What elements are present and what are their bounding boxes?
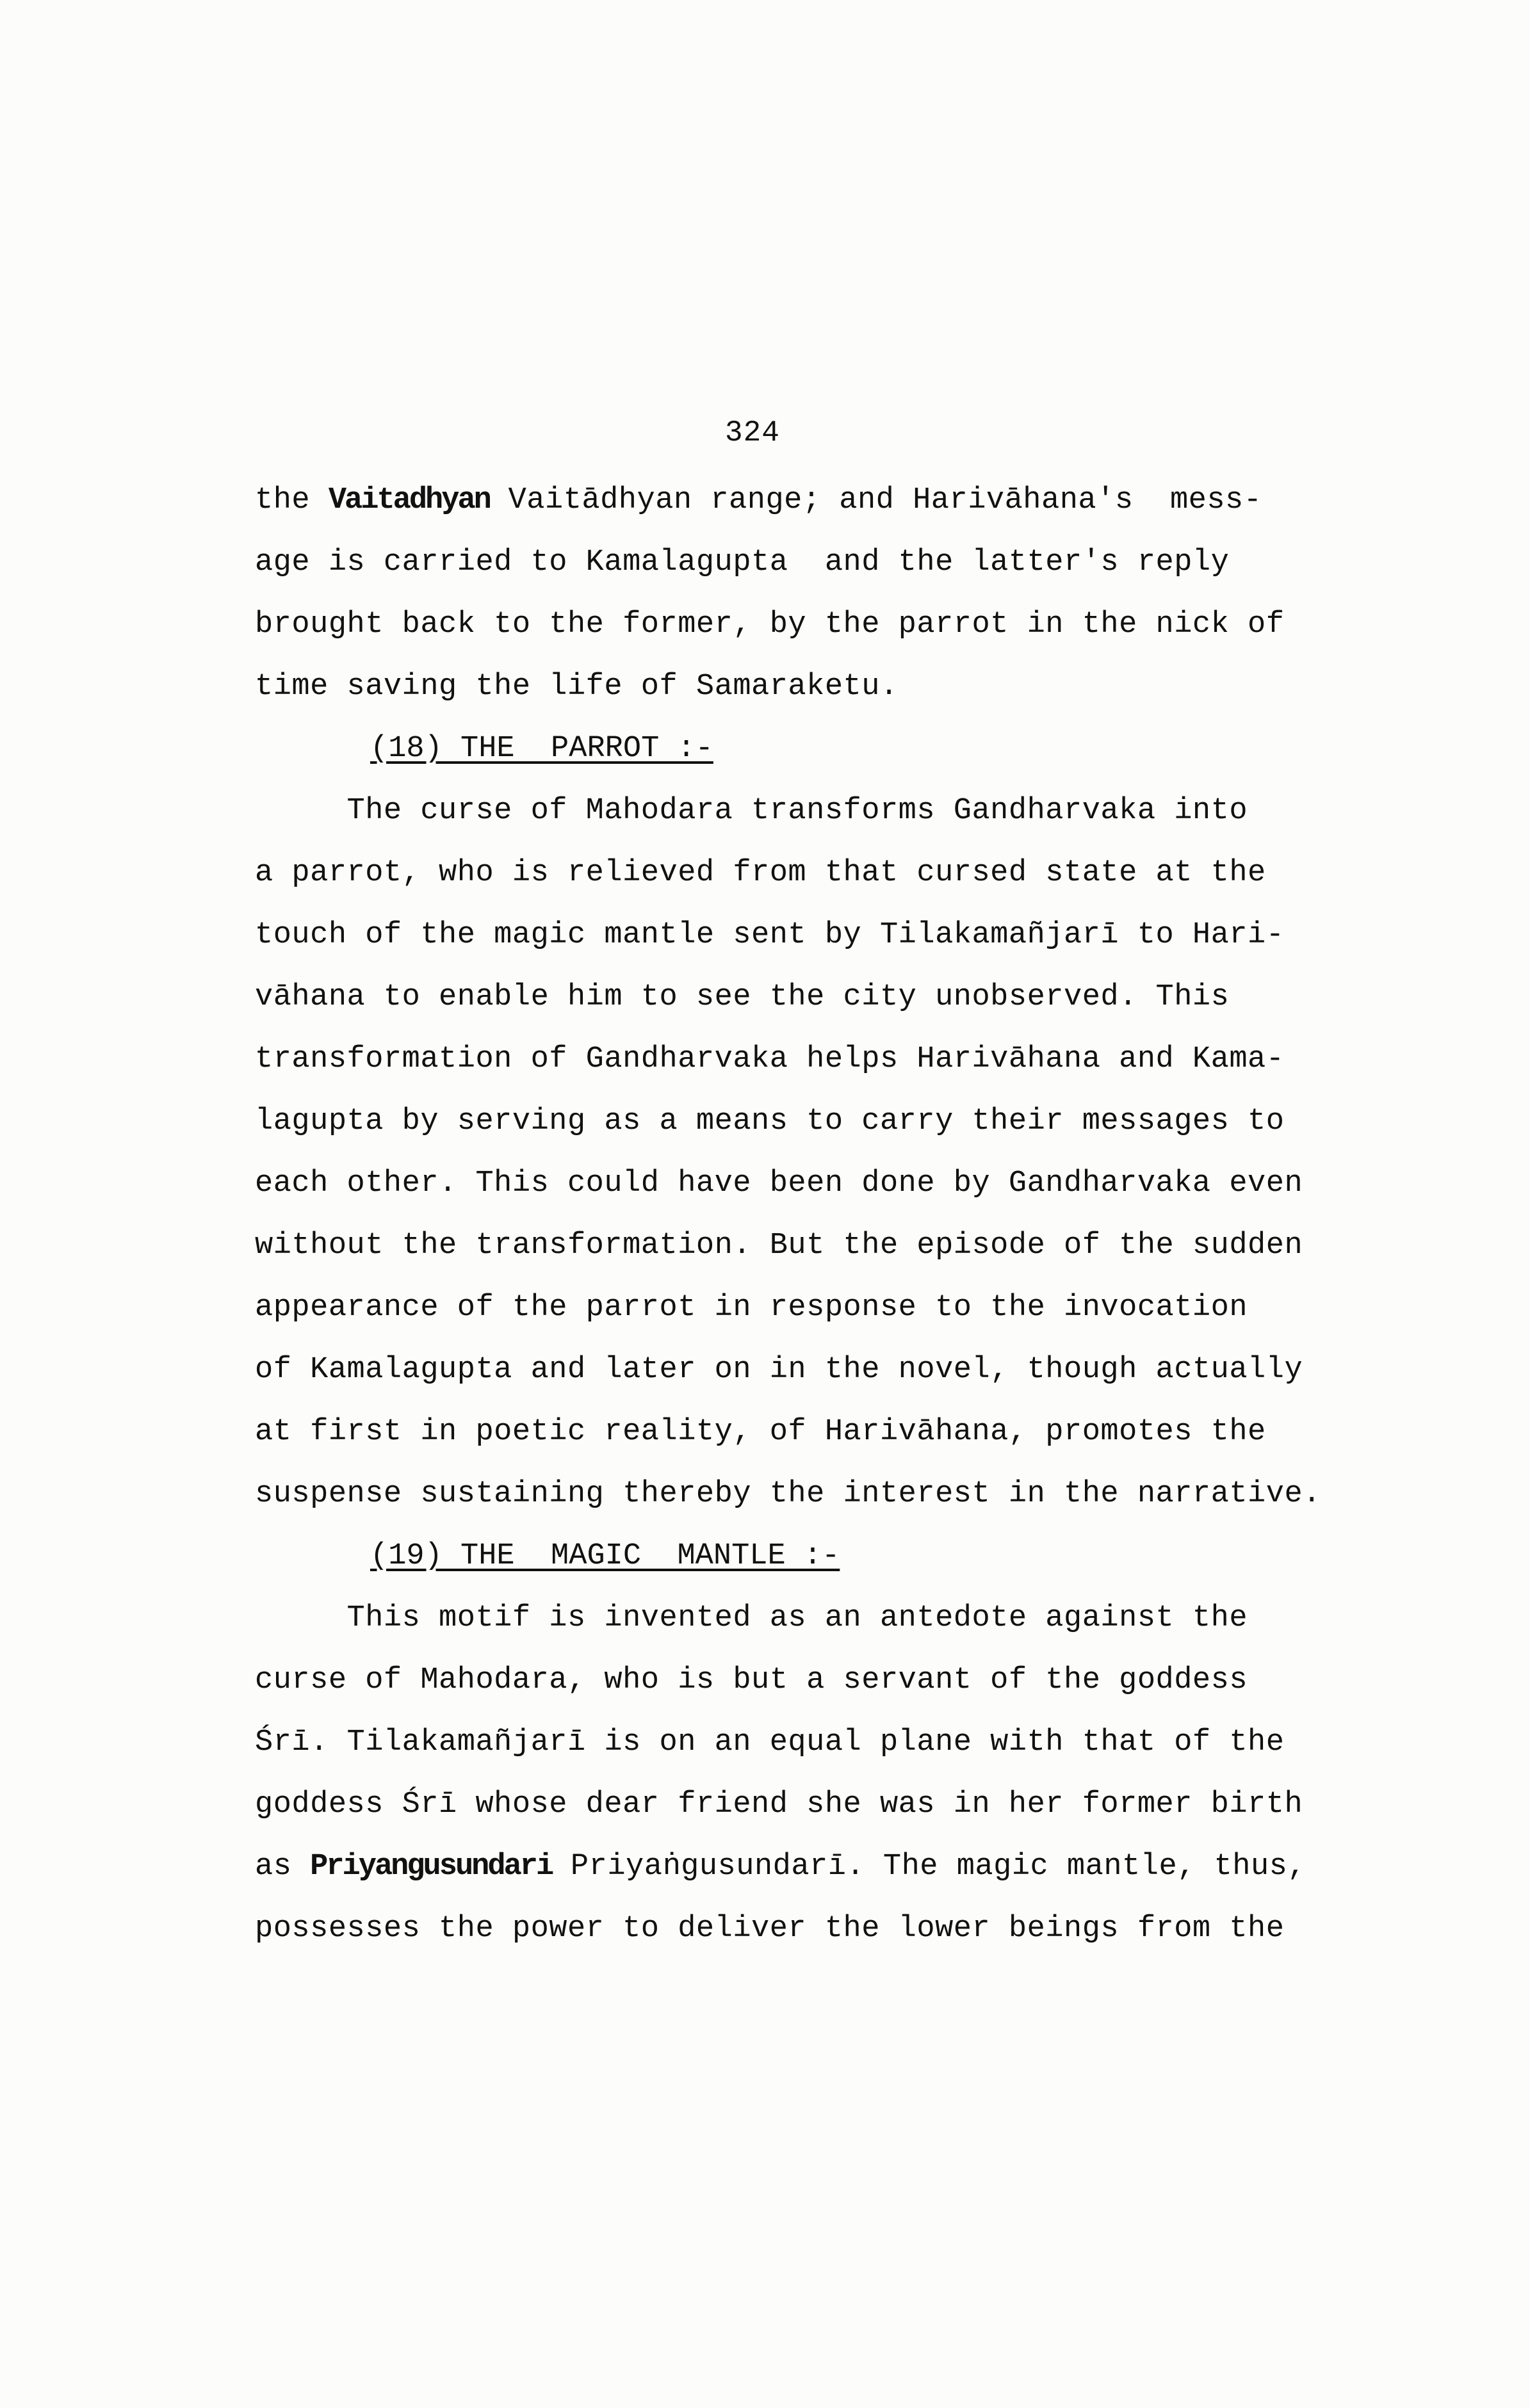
page-number: 324 — [725, 416, 780, 449]
parrot-line-2: a parrot, who is relieved from that cursed state at the — [255, 856, 1266, 890]
parrot-line-7: each other. This could have been done by Gandharvaka even — [255, 1167, 1303, 1200]
mantle-line-6: possesses the power to deliver the lower beings from the — [255, 1912, 1285, 1946]
parrot-line-9: appearance of the parrot in response to the invocation — [255, 1291, 1248, 1325]
parrot-line-1: The curse of Mahodara transforms Gandharvaka into — [255, 794, 1248, 828]
section-heading-parrot: (18) THE PARROT :- — [370, 732, 713, 766]
mantle-line-5-after: Priyaṅgusundarī. The magic mantle, thus, — [552, 1850, 1306, 1884]
parrot-line-10: of Kamalagupta and later on in the novel, though actually — [255, 1353, 1303, 1387]
mantle-line-5-before: as — [255, 1850, 311, 1884]
parrot-line-12: suspense sustaining thereby the interest in the narrative. — [255, 1477, 1321, 1511]
struck-out-word: Vaitadhyan — [328, 483, 490, 517]
intro-line-1-after: Vaitādhyan range; and Harivāhana's mess- — [489, 483, 1262, 517]
intro-line-1 — [255, 481, 1262, 520]
intro-line-2: age is carried to Kamalagupta and the latter's reply — [255, 545, 1230, 579]
mantle-line-5 — [255, 1848, 1306, 1886]
intro-line-4: time saving the life of Samaraketu. — [255, 670, 899, 704]
parrot-line-6: lagupta by serving as a means to carry their messages to — [255, 1104, 1285, 1138]
intro-line-1-before: the — [255, 483, 329, 517]
struck-out-word: Priyangusundari — [310, 1850, 553, 1884]
mantle-line-1: This motif is invented as an antedote against the — [255, 1601, 1248, 1635]
section-heading-magic-mantle: (19) THE MAGIC MANTLE :- — [370, 1539, 840, 1573]
mantle-line-4: goddess Śrī whose dear friend she was in her former birth — [255, 1788, 1303, 1822]
mantle-line-3: Śrī. Tilakamañjarī is on an equal plane with that of the — [255, 1725, 1285, 1759]
mantle-line-2: curse of Mahodara, who is but a servant of the goddess — [255, 1663, 1248, 1697]
parrot-line-8: without the transformation. But the episode of the sudden — [255, 1229, 1303, 1263]
parrot-line-3: touch of the magic mantle sent by Tilakamañjarī to Hari- — [255, 918, 1285, 952]
parrot-line-4: vāhana to enable him to see the city unobserved. This — [255, 980, 1230, 1014]
parrot-line-5: transformation of Gandharvaka helps Harivāhana and Kama- — [255, 1042, 1285, 1076]
intro-line-3: brought back to the former, by the parrot in the nick of — [255, 608, 1285, 642]
parrot-line-11: at first in poetic reality, of Harivāhana, promotes the — [255, 1415, 1266, 1449]
